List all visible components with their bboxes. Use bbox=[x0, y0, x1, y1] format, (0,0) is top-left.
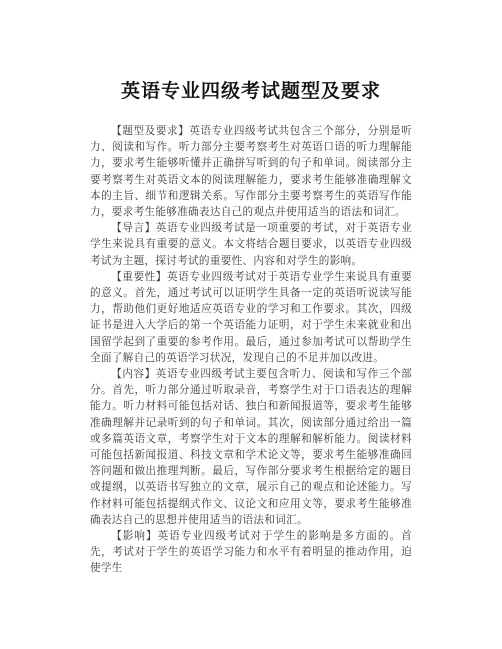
paragraph-question-types: 【题型及要求】英语专业四级考试共包含三个部分，分别是听力、阅读和写作。听力部分主要考察考生对英语口语的听力理解能力，要求考生能够听懂并正确拼写听到的句子和单词。阅读部分主要考察考生对英语文本的阅读理解能力，要求考生能够准确理解文本的主旨、细节和逻辑关系。写作部分主要考察考生的英语写作能力，要求考生能够准确表达自己的观点并使用适当的语法和词汇。 bbox=[90, 125, 412, 219]
paragraph-introduction: 【导言】英语专业四级考试是一项重要的考试，对于英语专业学生来说具有重要的意义。本文将结合题目要求，以英语专业四级考试为主题，探讨考试的重要性、内容和对学生的影响。 bbox=[90, 222, 412, 267]
paragraph-content: 【内容】英语专业四级考试主要包含听力、阅读和写作三个部分。首先，听力部分通过听取录音，考察学生对于口语表达的理解能力。听力材料可能包括对话、独白和新闻报道等，要求考生能够准确理解并记录听到的句子和单词。其次，阅读部分通过给出一篇或多篇英语文章，考察学生对于文本的理解和解析能力。阅读材料可能包括新闻报道、科技文章和学术论文等，要求考生能够准确回答问题和做出推理判断。最后，写作部分要求考生根据给定的题目或提纲，以英语书写独立的文章，展示自己的观点和论述能力。写作材料可能包括提纲式作文、议论文和应用文等，要求考生能够准确表达自己的思想并使用适当的语法和词汇。 bbox=[90, 368, 412, 526]
document-title: 英语专业四级考试题型及要求 bbox=[120, 80, 381, 102]
paragraph-importance: 【重要性】英语专业四级考试对于英语专业学生来说具有重要的意义。首先，通过考试可以证明学生具备一定的英语听说读写能力，帮助他们更好地适应英语专业的学习和工作要求。其次，四级证书是进入大学后的第一个英语能力证明，对于学生未来就业和出国留学起到了重要的参考作用。最后，通过参加考试可以帮助学生全面了解自己的英语学习状况，发现自己的不足并加以改进。 bbox=[90, 270, 412, 364]
document-body bbox=[90, 123, 412, 577]
paragraph-impact: 【影响】英语专业四级考试对于学生的影响是多方面的。首先，考试对于学生的英语学习能力和水平有着明显的推动作用，迫使学生 bbox=[90, 530, 412, 575]
